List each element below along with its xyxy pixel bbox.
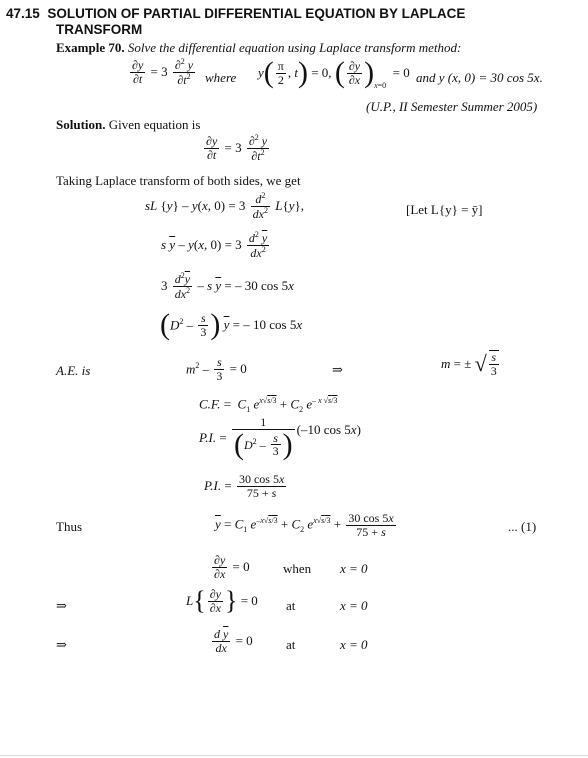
- section-title-line1: SOLUTION OF PARTIAL DIFFERENTIAL EQUATION BY LAPLACE: [47, 6, 466, 21]
- equation-ybar: s $\overline{y} - y(x$, 0) = 3 $\frac{d^2 \overline{y}}{dx^2}$: [161, 230, 268, 260]
- laplace-text: Taking Laplace transform of both sides, we get: [56, 173, 301, 188]
- equation-rearranged: 3 $\frac{d^2\overline{y}}{dx^2}$ – s $\overline{y}$ = – 30 cos 5x: [161, 271, 294, 301]
- bc-transformed: $\frac{d \overline{y}}{dx}$ = 0: [214, 627, 253, 655]
- complementary-function: C.F. = $C_1$ $e^{x√s/3} + C_2$ $e^{- x √s/3}$: [199, 396, 338, 414]
- thus-label: Thus: [56, 519, 82, 534]
- particular-integral: P.I. = $\frac{30 \cos 5x}{75 + s}$: [204, 472, 285, 500]
- x-eq-1: x = 0: [340, 561, 368, 576]
- equation-number: ... (1): [508, 519, 537, 534]
- auxiliary-equation: $m^2$ – $\frac{s}{3}$ = 0: [186, 355, 247, 383]
- general-solution: $\overline{y} = C_1$ $e^{-x√s/3} + C_2$ $e^{x√s/3}$ + $\frac{30 \cos 5x}{75 + s}$: [215, 511, 394, 539]
- example-pde: $\frac{\partial y}{\partial t}$ = 3 $\frac{\partial^2 y}{\partial t^2}$: [132, 57, 194, 87]
- implies-arrow-3: ⇒: [56, 637, 67, 652]
- page-bottom-rule: [0, 755, 588, 756]
- equation-operator: ( $D^2$ – $\frac{s}{3}$ ) $\overline{y}$ = – 10 cos 5x: [160, 308, 303, 341]
- example-text: Solve the differential equation using Laplace transform method:: [127, 40, 462, 55]
- implies-arrow-1: ⇒: [332, 362, 343, 377]
- example-statement: [56, 40, 461, 56]
- equation-transform: sL {y} – y(x, 0) = 3 $\frac{d^2}{dx^2}$ L{y},: [145, 191, 304, 221]
- where-label: where: [205, 70, 237, 85]
- section-title-line2: TRANSFORM: [56, 22, 143, 37]
- given-equation: $\frac{\partial y}{\partial t}$ = 3 $\frac{\partial^2 y}{\partial t^2}$: [206, 133, 268, 163]
- x-eq-3: x = 0: [340, 637, 368, 652]
- particular-integral-operator: P.I. = 1 ( $D^2$ – $\frac{s}{3}$ ) (–10 cos 5x): [199, 415, 361, 461]
- bc-partial: $\frac{\partial y}{\partial x}$ = 0: [214, 553, 250, 581]
- source-citation: (U.P., II Semester Summer 2005): [366, 99, 538, 114]
- roots-m: m = ± √ $\frac{s}{3}$: [441, 350, 497, 378]
- boundary-conditions: y ( $\frac{\pi}{2}$ , t ) = 0, ( $\frac{\partial y}{\partial x}$ ) x =0 = 0: [258, 56, 410, 90]
- x-eq-2: x = 0: [340, 598, 368, 613]
- solution-label: Solution.: [56, 117, 106, 132]
- section-number: 47.15: [6, 6, 40, 21]
- when-label: when: [283, 561, 312, 576]
- solution-intro: [56, 117, 200, 133]
- at-label-1: at: [286, 598, 296, 613]
- at-label-2: at: [286, 637, 296, 652]
- section-heading: [6, 6, 465, 21]
- let-note: [Let L{y} = ȳ]: [406, 202, 483, 217]
- implies-arrow-2: ⇒: [56, 598, 67, 613]
- bc-laplace: L { $\frac{\partial y}{\partial x}$ } = 0: [186, 586, 258, 616]
- ae-label: A.E. is: [56, 363, 91, 378]
- example-label: Example 70.: [56, 40, 125, 55]
- solution-intro-text: Given equation is: [108, 117, 201, 132]
- and-condition: and y (x, 0) = 30 cos 5x.: [416, 70, 543, 85]
